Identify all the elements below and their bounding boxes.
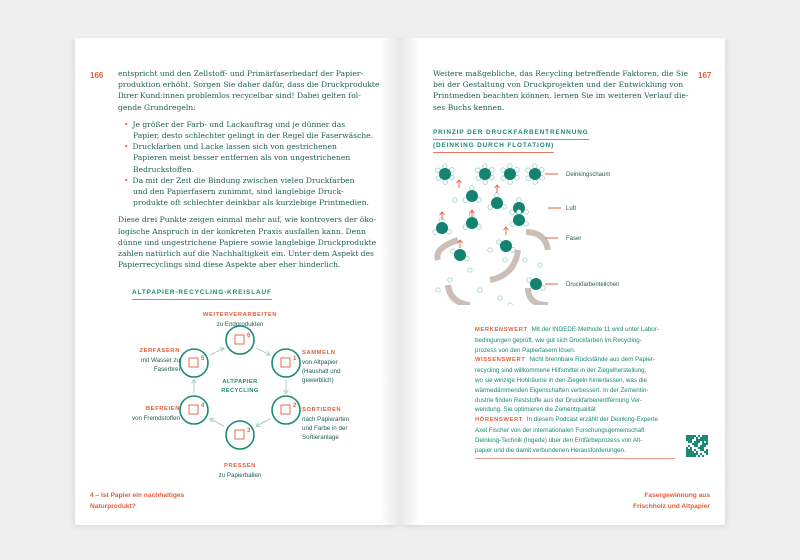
step-text: und Farbe in der [302,425,348,432]
text-line: Bedruckstoffen. [133,164,195,174]
air-bubble [516,198,521,203]
step-number: 1 [293,356,297,362]
step-icon-befreien [180,396,208,424]
air-bubble [488,248,492,252]
air-bubble [532,164,537,169]
text-line: wärmedämmenden Eigenschaften verbessert. In der Zementin- [475,386,649,394]
text-line: Axel Fischer von der internationalen Forschungsgemeinschaft [475,426,645,434]
left-footer [90,490,184,512]
step-number: 3 [247,428,251,434]
cycle-arrow [256,419,270,427]
step-number: 2 [293,403,297,409]
bullet-icon: • [124,142,129,152]
ink-particle [436,222,448,234]
step-text: Faserbrei [153,366,180,373]
text-line: Printmedien beachten können, lernen Sie im weiteren Verlauf die- [433,91,689,101]
text-line: dünne und ungestrichene Papiere sowie langlebige Druckprodukte [118,237,377,247]
step-text: (Haushalt und [302,368,341,375]
footer-line: 4 – Ist Papier ein nachhaltiges [90,492,185,499]
text-line: Papier, desto schlechter gelingt in der Regel die Faserwäsche. [133,131,374,141]
air-bubble [503,258,507,262]
step-icon-pressen [226,421,254,449]
cycle-arrow [256,348,270,355]
deinking-diagram-title [433,127,589,153]
ink-particle [504,168,516,180]
step-label [302,406,349,442]
left-body-text [118,68,379,270]
legend-label: Luft [566,206,577,212]
text-line: Da mit der Zeit die Bindung zwischen vielen Druckfarben [132,175,355,185]
step-number: 4 [201,403,205,409]
step-icon-sammeln [272,349,300,377]
air-bubble [523,258,527,262]
text-line: wo sie winzige Hohlräume in den Ziegeln hinterlassen, was die [475,376,647,384]
text-line: und den Papierfasern zunimmt, sind langlebige Druck- [133,187,344,197]
step-icon-sortieren [272,396,300,424]
ink-particle [466,217,478,229]
text-line: Diese drei Punkte zeigen einmal mehr auf, wie kontrovers der öko- [118,215,377,225]
text-line: bei der Gestaltung von Druckprojekten und der Entwicklung von [433,80,684,90]
text-line: Druckfarben und Lacke lassen sich von gestrichenen [132,142,337,152]
arrow-up-icon [495,185,500,193]
text-line: papier und die damit verbundenen Herausforderungen. [475,446,626,454]
step-text: von Fremdstoffen [131,415,180,422]
air-bubble [533,180,538,185]
air-bubble [442,164,447,169]
step-label [302,349,341,385]
text-line: logische Anspruch in der konkreten Praxis ausfallen kann. Denn [118,226,366,236]
text-line: Ihrer Kund:innen problemlos recycelbar sind! Dabei gelten fol- [118,91,361,101]
text-line: ses Buchs kennen. [433,102,505,112]
step-label [139,347,180,374]
info-box [475,325,675,459]
air-bubble [507,164,512,169]
air-bubble [494,193,499,198]
air-bubble [448,278,452,282]
right-footer [633,490,710,512]
text-line: recycling sind willkommene Hilfsmittel in der Ziegelherstellung, [475,367,647,375]
ink-particle [454,249,466,261]
step-text: gewerblich) [302,377,334,384]
center-label: ALTPAPIER [222,379,258,385]
note-label: HÖRENSWERT [475,417,523,424]
text-line: produktion erhöht. Sorgen Sie daher dafür, dass die Druckprodukte [118,80,380,90]
step-label [190,311,290,329]
note-merkenswert [475,325,675,336]
diagram-title-line: (DEINKING DURCH FLOTATION) [433,140,554,153]
deinking-diagram [430,160,630,305]
ink-particle [439,168,451,180]
air-bubble [498,296,502,300]
step-text: mit Wasser zu [141,357,180,364]
legend-label: Deinkingschaum [566,172,611,178]
recycling-diagram-title [132,287,272,300]
fiber-shapes [437,232,548,305]
text-line: Je größer der Farb- und Lackauftrag und je dünner das [132,119,346,129]
cycle-arrow [210,348,224,355]
bullet-item [118,141,379,152]
note-wissenswert [475,355,675,366]
step-title: PRESSEN [224,463,256,469]
bullet-icon: • [124,175,129,185]
right-body-text [433,68,689,113]
step-text: von Altpapier [302,359,338,366]
text-line: wendung. Sie optimieren die Zementqualität [475,406,596,414]
air-bubble [508,303,512,305]
step-text: zu Papierballen [218,472,262,479]
step-label [132,405,180,423]
footer-line: Naturprodukt? [90,503,136,510]
text-line: entspricht und den Zellstoff- und Primärfaserbedarf der Papier- [118,69,364,78]
step-title: SAMMELN [302,350,336,356]
ink-particle [513,214,525,226]
step-label [190,462,290,480]
step-title: ZERFASERN [139,348,180,354]
air-bubble [436,288,440,292]
text-line: Deinking-Technik (Ingede) über den Entfärbeprozess von Alt- [475,436,643,444]
diagram-title-text: ALTPAPIER-RECYCLING-KREISLAUF [132,287,272,300]
text-line: produkte oft schlechter deinkbar als kurzlebige Printmedien. [133,198,369,208]
text-line: Weitere maßgebliche, das Recycling betreffende Faktoren, die Sie [433,69,689,78]
step-title: WEITERVERARBEITEN [202,312,278,318]
step-icon-zerfasern [180,349,208,377]
air-bubble [468,268,472,272]
center-label: RECYCLING [221,388,259,394]
arrow-up-icon [504,227,509,235]
air-bubble [483,180,488,185]
bullet-item [118,119,379,130]
bullet-item [118,175,379,186]
note-label: MERKENSWERT [475,327,528,333]
ink-particle [529,168,541,180]
step-text: nach Papierarten [302,416,350,423]
text-line: In diesem Podcast erzählt der Deinking-Experte [526,416,658,424]
text-line: zahlen natürlich auf die Nachhaltigkeit ein. Unter dem Aspekt des [118,249,374,259]
air-bubble [478,288,482,292]
bullet-icon: • [124,119,129,129]
text-line: dustrie finden Reststoffe aus der Druckfarbenentfernung Ver- [475,396,643,404]
text-line: gende Grundregeln: [118,102,196,112]
cycle-arrow [210,419,224,427]
page-number-left: 166 [90,71,104,80]
ink-particle [491,197,503,209]
text-line: Papierrecyclings sind diese Aspekte aber eher hinderlich. [118,260,341,270]
ink-particle [479,168,491,180]
ink-particle [530,278,542,290]
note-hörenswert [475,415,675,426]
step-title: BEFREIEN [145,406,180,412]
note-label: WISSENSWERT [475,357,526,364]
text-line: Nicht brennbare Rückstände aus dem Papier- [529,356,655,364]
step-number: 6 [247,333,251,339]
air-bubble [538,263,542,267]
air-bubble [469,186,474,191]
legend-label: Druckfarbenteilchen [566,282,620,288]
text-line: bedingungen geprüft, wie gut sich Druckfarben im Recycling- [475,336,642,344]
step-title: SORTIEREN [302,407,342,413]
arrow-up-icon [457,180,462,188]
ink-particle [466,190,478,202]
ink-particle [500,240,512,252]
diagram-title-line: PRINZIP DER DRUCKFARBENTRENNUNG [433,127,589,140]
air-bubble [443,180,448,185]
page-number-right: 167 [698,71,712,80]
text-line: Mit der INGEDE-Methode 11 wird unter Labor- [531,326,659,333]
text-line: prozess von den Papierfasern lösen. [475,346,576,354]
book-gutter [380,38,420,525]
air-bubble [453,198,457,202]
text-line: Papieren meist besser entfernen als von ungestrichenen [133,153,351,163]
air-bubble [516,210,521,215]
step-text: Sortieranlage [302,434,339,441]
step-number: 5 [201,356,205,362]
legend-label: Faser [566,236,582,242]
footer-line: Fasergewinnung aus [644,492,710,499]
footer-line: Frischholz und Altpapier [632,503,710,510]
air-bubble [482,164,487,169]
step-text: zu Endprodukten [216,321,264,328]
air-bubble [508,180,513,185]
step-icon-weiterverarbeiten [226,326,254,354]
qr-code-icon[interactable] [686,435,710,459]
